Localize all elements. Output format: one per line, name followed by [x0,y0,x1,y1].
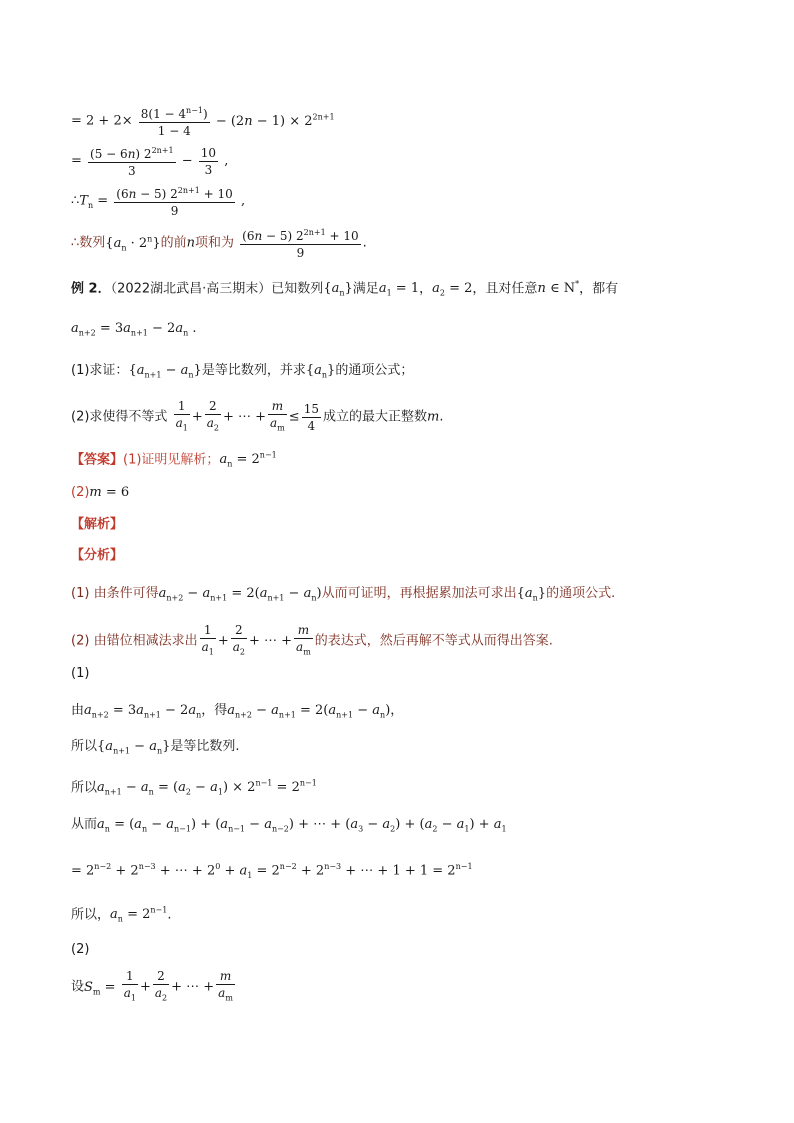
question-2: (2)求使得不等式 $\frac{1}{a_1}$ + $\frac{2}{a_2}$ + ⋯ + $\frac{m}{a_m}$ ≤ $\frac{15}{4}$ 成立的最大正整数m. [71,399,444,433]
equation-line-3: $\therefore T_n$ = $\frac{(6n - 5) 2^{2n+1} + 10}{9}$ , [71,183,245,219]
solution-line-5: = $2^{n-2} + 2^{n-3}$ + ⋯ + $2^0 + a_1 = 2^{n-2} + 2^{n-3}$ + ⋯ + $1 + 1 = 2^{n-1}$ [71,862,473,880]
solution-line-2: 所以$\{a_{n+1} - a_n\}$是等比数列. [71,739,240,756]
analysis-2: (2) 由错位相减法求出 $\frac{1}{a_1}$ + $\frac{2}{a_2}$ + ⋯ + $\frac{m}{a_m}$ 的表达式，然后再解不等式从而得出答案. [71,623,553,657]
recurrence: $a_{n+2} = 3a_{n+1} - 2a_n$ . [71,321,197,338]
answer-line: 【答案】(1)证明见解析；$a_n = 2^{n-1}$ [71,451,277,469]
question-1: (1)求证：$\{a_{n+1} - a_n\}$是等比数列，并求$\{a_n\}$的通项公式； [71,363,414,380]
solution-line-6: 所以，$a_n = 2^{n-1}$. [71,906,172,924]
solution-line-4: 从而$a_n = (a_n - a_{n-1}) + (a_{n-1} - a_{n-2})$ + ⋯ + $(a_3 - a_2) + (a_2 - a_1) + a_1$ [71,817,507,834]
fraction: $\frac{8(1 - 4^{n-1})}{1 - 4}$ [139,103,210,139]
fenxi-heading: 【分析】 [71,548,124,563]
solution-line-1: 由$a_{n+2} = 3a_{n+1} - 2a_n$，得$a_{n+2} - a_{n+1} = 2(a_{n+1} - a_n)$， [71,703,404,720]
answer-part2: (2)m = 6 [71,485,130,500]
example-header: 例 2．（2022湖北武昌·高三期末）已知数列$\{a_n\}$满足$a_1 = 1$，$a_2 = 2$，且对任意n ∈ N*，都有 [71,280,619,298]
jiexi-heading: 【解析】 [71,517,124,532]
equation-line-2: = $\frac{(5 - 6n) 2^{2n+1}}{3}$ − $\frac{10}{3}$ , [71,143,228,179]
solution-2-label: (2) [71,942,90,957]
solution-line-7: 设$S_m$ = $\frac{1}{a_1}$ + $\frac{2}{a_2}$ + ⋯ + $\frac{m}{a_m}$ [71,969,233,1003]
analysis-1: (1) 由条件可得$a_{n+2} - a_{n+1} = 2(a_{n+1} - a_n)$从而可证明，再根据累加法可求出$\{a_n\}$的通项公式. [71,586,616,603]
solution-line-3: 所以$a_{n+1} - a_n = (a_2 - a_1) \times 2^{n-1} = 2^{n-1}$ [71,779,317,797]
equation-line-1: = 2 + 2× $\frac{8(1 - 4^{n-1})}{1 - 4}$ − $(2n - 1) \times 2^{2n+1}$ [71,103,335,139]
conclusion-line: ∴数列$\{a_n \cdot 2^n\}$的前n项和为 $\frac{(6n - 5) 2^{2n+1} + 10}{9}$ . [71,225,367,261]
solution-1-label: (1) [71,666,90,681]
